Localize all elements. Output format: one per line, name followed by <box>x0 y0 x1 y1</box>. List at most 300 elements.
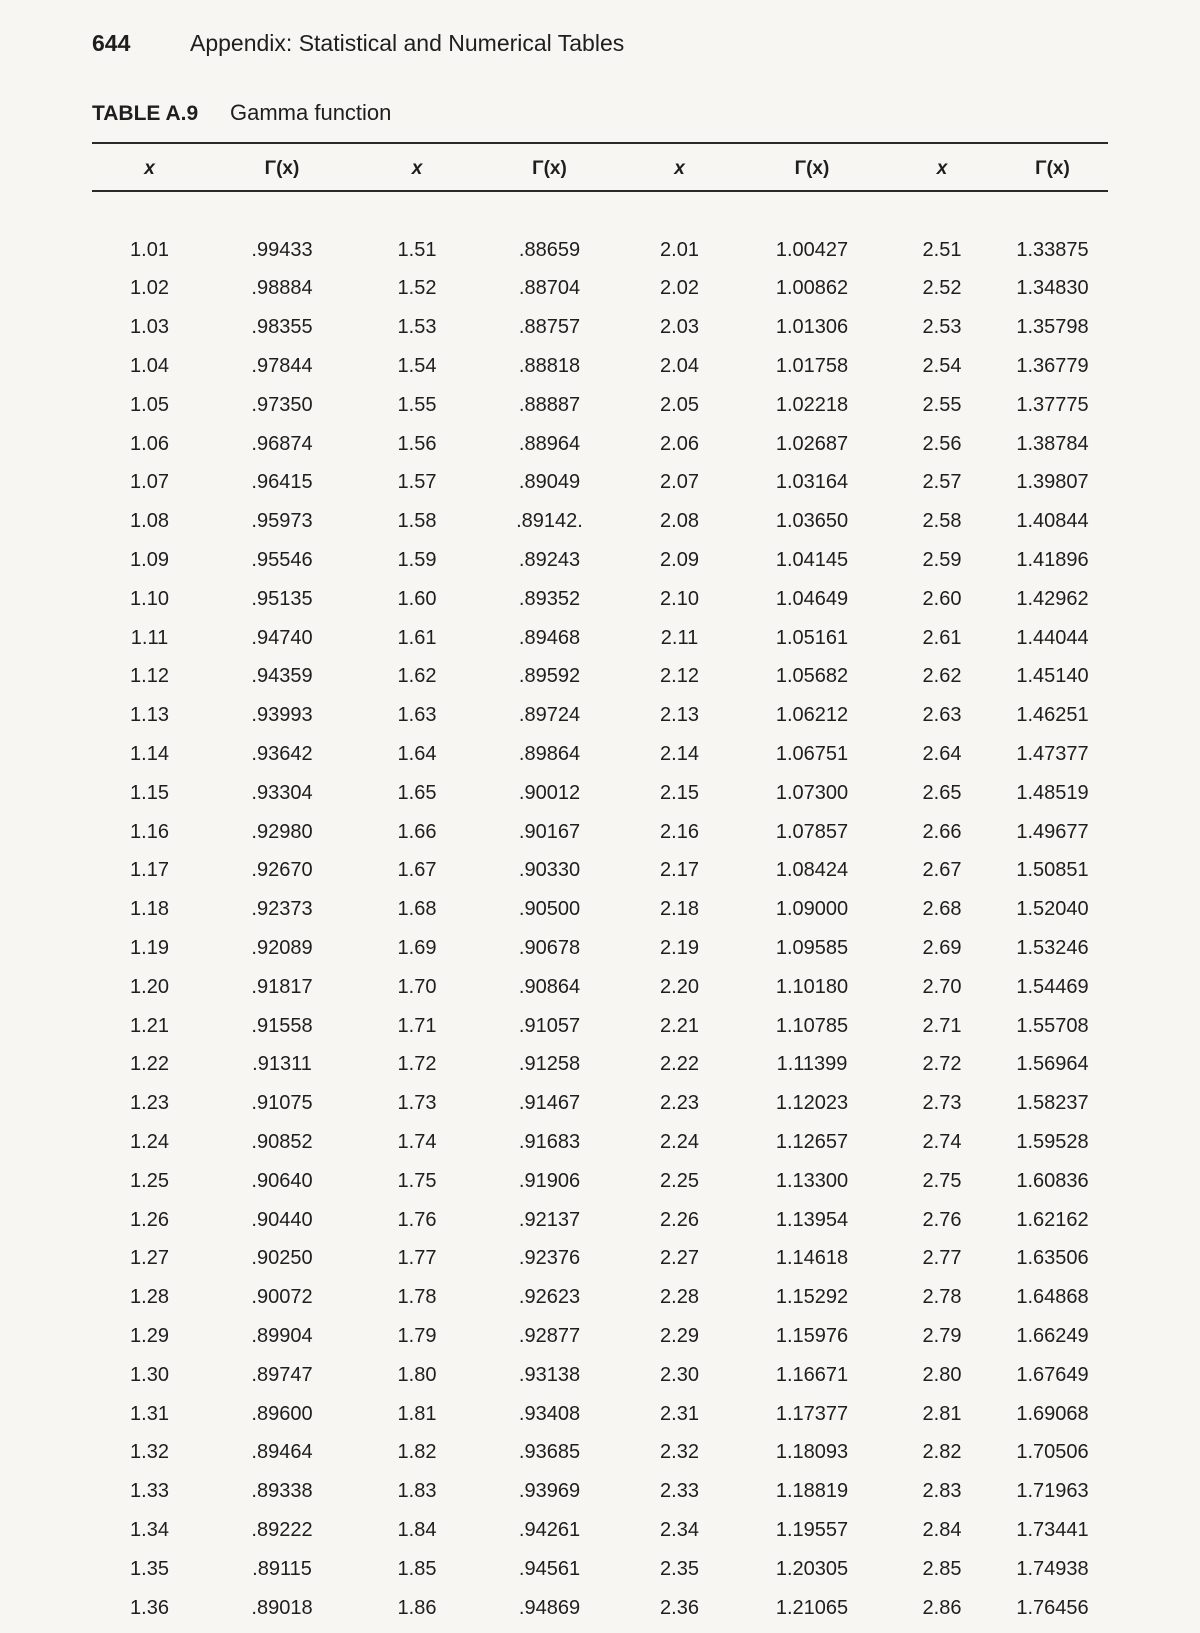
gamma-value-cell: .99433 <box>251 238 313 261</box>
x-value-cell: 1.14 <box>130 743 169 766</box>
spacer-cell <box>92 192 1108 231</box>
gamma-value-cell: 1.59528 <box>1016 1131 1089 1154</box>
gamma-value-cell: 1.06751 <box>775 743 849 766</box>
x-value-cell: 2.85 <box>922 1557 962 1580</box>
gamma-value-cell: .89049 <box>518 471 581 494</box>
gamma-value-cell: .89724 <box>518 704 581 727</box>
gamma-value-cell: .90330 <box>518 859 581 882</box>
x-value-cell: 2.70 <box>922 975 962 998</box>
x-value-cell: 1.27 <box>130 1247 169 1270</box>
x-value-cell: 1.06 <box>130 432 169 455</box>
gamma-value-cell: 1.58237 <box>1016 1092 1089 1115</box>
x-value-cell: 1.01 <box>130 238 169 261</box>
x-value-cell: 2.77 <box>922 1247 962 1270</box>
gamma-value-cell: 1.11399 <box>776 1053 848 1076</box>
x-value-cell: 2.54 <box>922 355 962 378</box>
table-row <box>92 852 1108 891</box>
table-label: TABLE A.9 <box>92 102 199 125</box>
x-value-cell: 1.78 <box>397 1286 437 1309</box>
x-value-cell: 2.21 <box>660 1014 699 1037</box>
x-value-cell: 2.61 <box>922 626 962 649</box>
x-value-cell: 2.02 <box>660 277 699 300</box>
table-row <box>92 1472 1108 1511</box>
x-value-cell: 2.57 <box>922 471 962 494</box>
x-value-cell: 1.16 <box>130 820 169 843</box>
gamma-value-cell: .89352 <box>518 587 581 610</box>
x-value-cell: 2.72 <box>922 1053 962 1076</box>
gamma-value-cell: 1.70506 <box>1016 1441 1089 1464</box>
table-row <box>92 580 1108 619</box>
x-value-cell: 1.72 <box>397 1053 437 1076</box>
gamma-value-cell: 1.55708 <box>1016 1014 1089 1037</box>
gamma-value-cell: 1.66249 <box>1016 1325 1089 1347</box>
x-value-cell: 1.52 <box>397 277 437 300</box>
x-value-cell: 2.52 <box>922 277 962 300</box>
gamma-value-cell: 1.12657 <box>775 1131 849 1154</box>
x-value-cell: 1.25 <box>130 1169 169 1192</box>
x-value-cell: 1.70 <box>397 975 437 998</box>
x-value-cell: 1.05 <box>130 393 169 416</box>
gamma-value-cell: 1.74938 <box>1016 1557 1089 1580</box>
gamma-value-cell: 1.18093 <box>775 1441 849 1464</box>
x-value-cell: 1.68 <box>397 898 437 921</box>
x-value-cell: 2.81 <box>922 1402 962 1425</box>
gamma-value-cell: 1.38784 <box>1016 432 1089 455</box>
gamma-value-cell: .92670 <box>251 859 313 882</box>
x-value-cell: 1.51 <box>397 238 437 261</box>
x-value-cell: 1.07 <box>130 471 169 494</box>
gamma-value-cell: .96874 <box>251 432 313 455</box>
gamma-value-cell: 1.52040 <box>1016 898 1089 921</box>
x-value-cell: 1.65 <box>397 781 437 804</box>
spacer-row <box>92 192 1108 231</box>
x-value-cell: 2.80 <box>922 1363 962 1386</box>
table-row <box>92 1317 1108 1356</box>
x-value-cell: 1.71 <box>397 1014 437 1037</box>
gamma-value-cell: .93642 <box>251 743 313 766</box>
gamma-value-cell: .97350 <box>251 393 313 416</box>
gamma-value-cell: .90250 <box>251 1247 313 1270</box>
gamma-value-cell: .88757 <box>518 316 581 339</box>
x-value-cell: 1.76 <box>397 1208 437 1231</box>
gamma-value-cell: .98884 <box>251 277 313 300</box>
gamma-value-cell: 1.18819 <box>775 1480 849 1503</box>
page-number: 644 <box>92 30 131 56</box>
gamma-value-cell: .92980 <box>251 820 313 843</box>
column-header-x: x <box>411 158 423 179</box>
column-header-x: x <box>674 158 685 179</box>
x-value-cell: 1.29 <box>130 1325 169 1347</box>
x-value-cell: 1.67 <box>397 859 437 882</box>
gamma-value-cell: .91817 <box>251 975 313 998</box>
gamma-value-cell: 1.69068 <box>1016 1402 1089 1425</box>
table-row <box>92 1084 1108 1123</box>
x-value-cell: 1.85 <box>397 1557 437 1580</box>
gamma-value-cell: .95546 <box>251 549 313 572</box>
gamma-value-cell: 1.44044 <box>1016 626 1089 649</box>
gamma-value-cell: .89018 <box>251 1596 313 1619</box>
gamma-value-cell: .92373 <box>251 898 313 921</box>
x-value-cell: 1.69 <box>397 937 437 960</box>
x-value-cell: 1.53 <box>397 316 437 339</box>
x-value-cell: 2.13 <box>660 704 699 727</box>
gamma-value-cell: .95973 <box>251 510 313 533</box>
x-value-cell: 2.31 <box>660 1402 699 1425</box>
gamma-value-cell: .92623 <box>518 1286 581 1309</box>
gamma-value-cell: 1.04649 <box>775 587 849 610</box>
x-value-cell: 1.58 <box>397 510 437 533</box>
column-header-x: x <box>144 158 155 179</box>
gamma-value-cell: .88704 <box>518 277 581 300</box>
gamma-value-cell: .95135 <box>251 587 313 610</box>
gamma-value-cell: 1.47377 <box>1016 743 1089 766</box>
column-header-gamma: Γ(x) <box>1035 158 1070 179</box>
gamma-value-cell: 1.02687 <box>775 432 849 455</box>
x-value-cell: 2.68 <box>922 898 962 921</box>
x-value-cell: 2.12 <box>660 665 699 688</box>
gamma-value-cell: .90012 <box>518 781 581 804</box>
x-value-cell: 1.28 <box>130 1286 169 1309</box>
gamma-value-cell: .94261 <box>518 1518 581 1541</box>
running-title: Appendix: Statistical and Numerical Tables <box>190 30 625 56</box>
x-value-cell: 1.19 <box>130 937 169 960</box>
gamma-value-cell: .96415 <box>251 471 313 494</box>
gamma-value-cell: .91057 <box>518 1014 581 1037</box>
x-value-cell: 2.82 <box>922 1441 962 1464</box>
gamma-value-cell: .90167 <box>518 820 581 843</box>
gamma-value-cell: .93138 <box>518 1363 581 1386</box>
gamma-value-cell: 1.53246 <box>1016 937 1089 960</box>
table-row <box>92 658 1108 697</box>
gamma-value-cell: .89338 <box>251 1480 313 1503</box>
x-value-cell: 1.20 <box>130 975 169 998</box>
gamma-value-cell: .93993 <box>251 704 313 727</box>
gamma-value-cell: .93969 <box>518 1480 581 1503</box>
gamma-value-cell: 1.20305 <box>775 1557 849 1580</box>
table-title: Gamma function <box>230 100 392 125</box>
gamma-value-cell: .91683 <box>518 1131 581 1154</box>
gamma-value-cell: .89243 <box>518 549 581 572</box>
x-value-cell: 2.30 <box>660 1363 699 1386</box>
x-value-cell: 2.20 <box>660 975 699 998</box>
x-value-cell: 1.54 <box>397 355 437 378</box>
table-row <box>92 541 1108 580</box>
gamma-value-cell: .91075 <box>251 1092 313 1115</box>
x-value-cell: 2.60 <box>922 587 962 610</box>
table-row <box>92 1356 1108 1395</box>
x-value-cell: 2.75 <box>922 1169 962 1192</box>
x-value-cell: 2.24 <box>660 1131 699 1154</box>
gamma-value-cell: 1.36779 <box>1016 355 1089 378</box>
gamma-value-cell: 1.48519 <box>1016 781 1089 804</box>
table-caption <box>92 100 391 126</box>
x-value-cell: 1.24 <box>130 1131 169 1154</box>
gamma-value-cell: .91558 <box>251 1014 313 1037</box>
x-value-cell: 2.64 <box>922 743 962 766</box>
gamma-value-cell: 1.67649 <box>1016 1363 1089 1386</box>
table-row <box>92 813 1108 852</box>
x-value-cell: 2.10 <box>660 587 699 610</box>
gamma-value-cell: .98355 <box>251 316 313 339</box>
x-value-cell: 2.04 <box>660 355 699 378</box>
x-value-cell: 2.59 <box>922 549 962 572</box>
gamma-value-cell: .92877 <box>518 1325 581 1347</box>
gamma-value-cell: 1.73441 <box>1016 1518 1089 1541</box>
gamma-value-cell: 1.10785 <box>775 1014 849 1037</box>
table-row <box>92 425 1108 464</box>
x-value-cell: 2.36 <box>660 1596 699 1619</box>
table-body <box>92 192 1108 1627</box>
x-value-cell: 2.76 <box>922 1208 962 1231</box>
x-value-cell: 2.23 <box>660 1092 699 1115</box>
x-value-cell: 2.25 <box>660 1169 699 1192</box>
gamma-value-cell: .91906 <box>518 1169 581 1192</box>
x-value-cell: 2.01 <box>660 238 699 261</box>
x-value-cell: 2.35 <box>660 1557 699 1580</box>
gamma-value-cell: 1.02218 <box>775 393 849 416</box>
x-value-cell: 1.31 <box>130 1402 169 1425</box>
x-value-cell: 2.16 <box>660 820 699 843</box>
x-value-cell: 1.03 <box>130 316 169 339</box>
gamma-value-cell: .94359 <box>251 665 313 688</box>
x-value-cell: 1.18 <box>130 898 169 921</box>
x-value-cell: 2.06 <box>660 432 699 455</box>
x-value-cell: 1.08 <box>130 510 169 533</box>
x-value-cell: 2.32 <box>660 1441 699 1464</box>
x-value-cell: 1.12 <box>130 665 169 688</box>
x-value-cell: 1.60 <box>397 587 437 610</box>
x-value-cell: 1.56 <box>397 432 437 455</box>
table-row <box>92 696 1108 735</box>
gamma-value-cell: 1.60836 <box>1016 1169 1089 1192</box>
x-value-cell: 2.74 <box>922 1131 962 1154</box>
x-value-cell: 1.33 <box>130 1480 169 1503</box>
gamma-value-cell: 1.33875 <box>1016 238 1089 261</box>
x-value-cell: 1.80 <box>397 1363 437 1386</box>
gamma-value-cell: 1.17377 <box>775 1402 849 1425</box>
gamma-value-cell: .89222 <box>251 1518 313 1541</box>
x-value-cell: 1.61 <box>397 626 437 649</box>
table-row <box>92 308 1108 347</box>
x-value-cell: 2.71 <box>922 1014 962 1037</box>
gamma-value-cell: .90640 <box>251 1169 313 1192</box>
gamma-value-cell: 1.56964 <box>1016 1053 1089 1076</box>
gamma-value-cell: 1.07857 <box>775 820 849 843</box>
gamma-value-cell: 1.05682 <box>775 665 849 688</box>
x-value-cell: 1.66 <box>397 820 437 843</box>
gamma-value-cell: .93685 <box>518 1441 581 1464</box>
table-row <box>92 1007 1108 1046</box>
gamma-value-cell: .88887 <box>518 393 581 416</box>
gamma-value-cell: 1.42962 <box>1016 587 1089 610</box>
gamma-value-cell: 1.00427 <box>775 238 849 261</box>
x-value-cell: 2.14 <box>660 743 699 766</box>
x-value-cell: 2.69 <box>922 937 962 960</box>
x-value-cell: 2.22 <box>660 1053 699 1076</box>
x-value-cell: 1.02 <box>130 277 169 300</box>
x-value-cell: 1.13 <box>130 704 169 727</box>
x-value-cell: 2.86 <box>922 1596 962 1619</box>
table-row <box>92 1589 1108 1628</box>
gamma-value-cell: 1.40844 <box>1016 510 1089 533</box>
gamma-value-cell: 1.49677 <box>1016 820 1089 843</box>
x-value-cell: 1.34 <box>130 1518 169 1541</box>
x-value-cell: 1.73 <box>397 1092 437 1115</box>
gamma-value-cell: .89142. <box>516 510 583 533</box>
gamma-value-cell: 1.09000 <box>775 898 849 921</box>
gamma-value-cell: 1.50851 <box>1016 859 1089 882</box>
gamma-value-cell: 1.16671 <box>775 1363 849 1386</box>
gamma-value-cell: 1.41896 <box>1016 549 1089 572</box>
gamma-value-cell: 1.09585 <box>775 937 849 960</box>
table-row <box>92 890 1108 929</box>
x-value-cell: 1.57 <box>397 471 437 494</box>
table-row <box>92 1278 1108 1317</box>
gamma-value-cell: 1.63506 <box>1016 1247 1089 1270</box>
gamma-value-cell: .94740 <box>251 626 313 649</box>
x-value-cell: 1.36 <box>130 1596 169 1619</box>
x-value-cell: 1.83 <box>397 1480 437 1503</box>
gamma-value-cell: 1.37775 <box>1016 393 1089 416</box>
x-value-cell: 2.34 <box>660 1518 699 1541</box>
gamma-value-cell: .89115 <box>252 1557 312 1580</box>
column-header-x: x <box>936 158 948 179</box>
table-row <box>92 1395 1108 1434</box>
x-value-cell: 2.17 <box>660 859 699 882</box>
x-value-cell: 2.65 <box>922 781 962 804</box>
gamma-value-cell: 1.10180 <box>775 975 849 998</box>
table-row <box>92 1240 1108 1279</box>
gamma-value-cell: .93304 <box>251 781 313 804</box>
gamma-value-cell: .89592 <box>518 665 581 688</box>
gamma-value-cell: 1.01758 <box>775 355 849 378</box>
x-value-cell: 1.04 <box>130 355 169 378</box>
gamma-value-cell: 1.08424 <box>775 859 849 882</box>
x-value-cell: 2.05 <box>660 393 699 416</box>
gamma-value-cell: .91467 <box>518 1092 581 1115</box>
gamma-value-cell: .88818 <box>518 355 581 378</box>
x-value-cell: 2.26 <box>660 1208 699 1231</box>
x-value-cell: 1.62 <box>397 665 437 688</box>
gamma-value-cell: 1.03650 <box>775 510 849 533</box>
x-value-cell: 1.09 <box>130 549 169 572</box>
table-row <box>92 1511 1108 1550</box>
table-row <box>92 270 1108 309</box>
table-row <box>92 502 1108 541</box>
x-value-cell: 1.15 <box>130 781 169 804</box>
gamma-value-cell: .92137 <box>518 1208 581 1231</box>
x-value-cell: 2.08 <box>660 510 699 533</box>
x-value-cell: 2.27 <box>660 1247 699 1270</box>
gamma-value-cell: .89464 <box>251 1441 313 1464</box>
x-value-cell: 1.55 <box>397 393 437 416</box>
x-value-cell: 1.11 <box>130 626 169 649</box>
gamma-value-cell: .89747 <box>251 1363 313 1386</box>
x-value-cell: 1.74 <box>397 1131 437 1154</box>
table-row <box>92 347 1108 386</box>
gamma-value-cell: .90440 <box>251 1208 313 1231</box>
column-header-gamma: Γ(x) <box>794 158 830 179</box>
gamma-value-cell: .91311 <box>252 1053 312 1076</box>
column-header-gamma: Γ(x) <box>264 158 300 179</box>
x-value-cell: 1.75 <box>397 1169 437 1192</box>
x-value-cell: 2.09 <box>660 549 699 572</box>
x-value-cell: 1.81 <box>397 1402 437 1425</box>
running-head <box>92 30 624 70</box>
gamma-value-cell: 1.19557 <box>775 1518 849 1541</box>
x-value-cell: 2.78 <box>922 1286 962 1309</box>
table-header-row <box>92 146 1108 192</box>
x-value-cell: 2.18 <box>660 898 699 921</box>
x-value-cell: 1.32 <box>130 1441 169 1464</box>
x-value-cell: 1.35 <box>130 1557 169 1580</box>
x-value-cell: 1.17 <box>130 859 169 882</box>
gamma-value-cell: 1.46251 <box>1016 704 1089 727</box>
gamma-value-cell: 1.04145 <box>775 549 849 572</box>
x-value-cell: 1.22 <box>130 1053 169 1076</box>
x-value-cell: 2.83 <box>922 1480 962 1503</box>
x-value-cell: 1.86 <box>397 1596 437 1619</box>
gamma-value-cell: 1.21065 <box>775 1596 849 1619</box>
gamma-value-cell: 1.71963 <box>1016 1480 1089 1503</box>
x-value-cell: 2.79 <box>922 1325 962 1347</box>
gamma-value-cell: 1.15292 <box>775 1286 849 1309</box>
table-top-rule <box>92 142 1108 144</box>
table-row <box>92 735 1108 774</box>
table-row <box>92 774 1108 813</box>
gamma-value-cell: .94869 <box>518 1596 581 1619</box>
x-value-cell: 1.77 <box>397 1247 437 1270</box>
gamma-value-cell: 1.01306 <box>775 316 849 339</box>
x-value-cell: 2.07 <box>660 471 699 494</box>
x-value-cell: 2.66 <box>922 820 962 843</box>
x-value-cell: 2.03 <box>660 316 699 339</box>
gamma-value-cell: .90678 <box>518 937 581 960</box>
gamma-value-cell: 1.45140 <box>1016 665 1089 688</box>
table-row <box>92 619 1108 658</box>
x-value-cell: 2.63 <box>922 704 962 727</box>
gamma-value-cell: .89904 <box>251 1325 313 1347</box>
gamma-value-cell: .89864 <box>518 743 581 766</box>
table-row <box>92 968 1108 1007</box>
gamma-value-cell: 1.76456 <box>1016 1596 1089 1619</box>
gamma-value-cell: 1.12023 <box>775 1092 849 1115</box>
table-row <box>92 1550 1108 1589</box>
table-row <box>92 386 1108 425</box>
x-value-cell: 1.59 <box>397 549 437 572</box>
table-row <box>92 1046 1108 1085</box>
gamma-value-cell: .94561 <box>518 1557 581 1580</box>
x-value-cell: 2.84 <box>922 1518 962 1541</box>
gamma-value-cell: 1.34830 <box>1016 277 1089 300</box>
x-value-cell: 1.10 <box>130 587 169 610</box>
gamma-value-cell: 1.35798 <box>1016 316 1089 339</box>
x-value-cell: 2.62 <box>922 665 962 688</box>
table-row <box>92 231 1108 270</box>
x-value-cell: 1.23 <box>130 1092 169 1115</box>
gamma-function-table <box>92 146 1108 1627</box>
gamma-value-cell: 1.54469 <box>1016 975 1089 998</box>
gamma-value-cell: 1.13300 <box>775 1169 849 1192</box>
x-value-cell: 2.55 <box>922 393 962 416</box>
x-value-cell: 1.30 <box>130 1363 169 1386</box>
gamma-value-cell: 1.03164 <box>775 471 849 494</box>
table-row <box>92 929 1108 968</box>
table-row <box>92 1162 1108 1201</box>
gamma-value-cell: 1.15976 <box>775 1325 849 1347</box>
gamma-value-cell: .90500 <box>518 898 581 921</box>
gamma-value-cell: 1.39807 <box>1016 471 1089 494</box>
